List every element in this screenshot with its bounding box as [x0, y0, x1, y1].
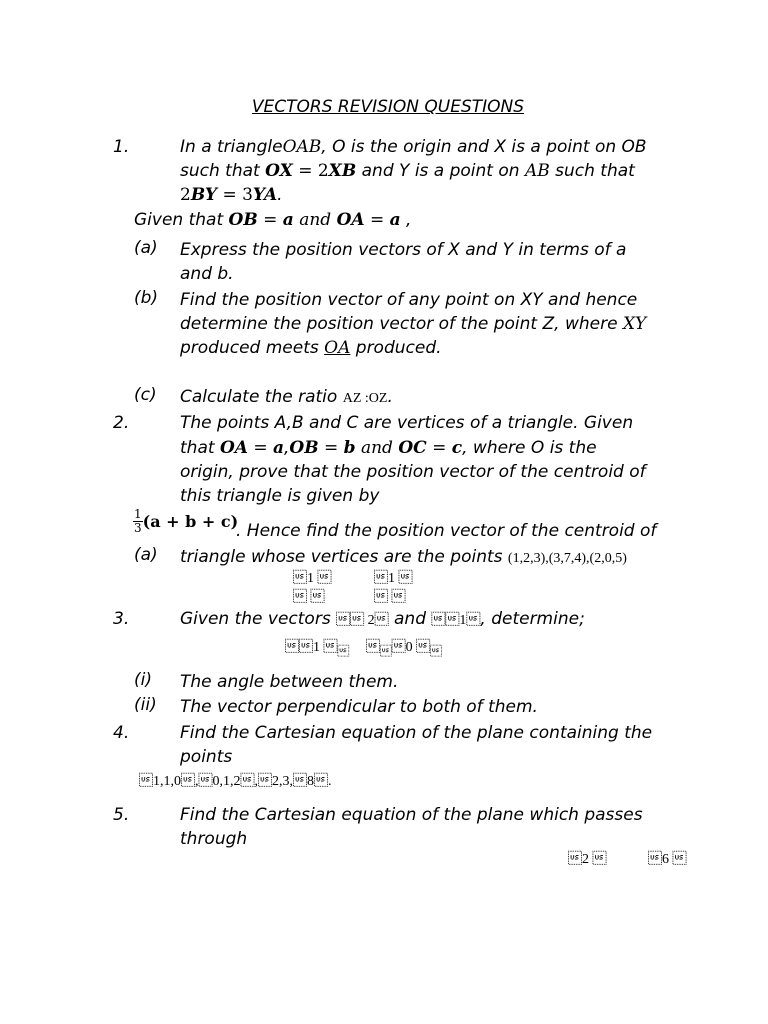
q3-number: 3.: [113, 609, 130, 629]
q4-number: 4.: [113, 723, 130, 743]
q1-line3: 2BY = 3YA.: [180, 185, 283, 205]
q3-matrix-left-row3: 1: [285, 640, 350, 658]
q1-part-b-line3: produced meets OA produced.: [180, 338, 442, 358]
q3-matrix-right-row3: 0: [366, 640, 442, 658]
q2-part-a-label: (a): [134, 545, 158, 565]
q2-fraction: $\frac{1}{3}$: [134, 507, 142, 535]
q2-number: 2.: [113, 413, 130, 433]
q5-line1: Find the Cartesian equation of the plane which passes: [180, 805, 643, 825]
q3-part-ii-text: The vector perpendicular to both of them.: [180, 697, 538, 717]
q1-part-b-line1: Find the position vector of any point on XY and hence: [180, 290, 638, 310]
q3-matrix-left-row2: [293, 590, 325, 605]
q2-line1: The points A,B and C are vertices of a triangle. Given: [180, 413, 634, 433]
q2-centroid-expression: $\frac{1}{3}$ (a + b + c): [134, 507, 239, 535]
q3-matrix-left-row1: 1: [293, 571, 332, 586]
q4-points: 1,1,0 , 0,1,2 , 2,3, 8 .: [139, 774, 332, 789]
document-title: VECTORS REVISION QUESTIONS: [251, 97, 525, 117]
q1-number: 1.: [113, 137, 130, 157]
q5-glyph-left: 2: [568, 852, 607, 867]
q5-line2: through: [180, 829, 248, 849]
q1-part-c-label: (c): [134, 385, 157, 405]
q5-glyph-right: 6: [648, 852, 687, 867]
q3-matrix-right-row1: 1: [374, 571, 413, 586]
q2-line2: that OA = a,OB = b and OC = c, where O is the: [180, 438, 597, 458]
q3-part-ii-label: (ii): [134, 695, 157, 715]
q2-line5: . Hence find the position vector of the centroid of: [236, 521, 657, 541]
q4-line1: Find the Cartesian equation of the plane containing the: [180, 723, 653, 743]
q3-part-i-text: The angle between them.: [180, 672, 399, 692]
q2-part-a-text: triangle whose vertices are the points (1,2,3),(3,7,4),(2,0,5): [180, 547, 627, 567]
q1-given: Given that OB = a and OA = a ,: [134, 210, 412, 230]
q2-line3: origin, prove that the position vector of the centroid of: [180, 462, 646, 482]
q1-part-b-label: (b): [134, 288, 159, 308]
q3-part-i-label: (i): [134, 670, 152, 690]
q1-line1: In a triangleOAB, O is the origin and X is a point on OB: [180, 137, 647, 157]
q3-text: Given the vectors 2 and 1 , determine;: [180, 609, 585, 629]
q1-part-c-text: Calculate the ratio AZ :OZ.: [180, 387, 393, 407]
q4-line2: points: [180, 747, 233, 767]
q1-part-b-line2: determine the position vector of the point Z, where XY: [180, 314, 647, 334]
q1-part-a-label: (a): [134, 238, 158, 258]
q2-line4: this triangle is given by: [180, 486, 380, 506]
q5-number: 5.: [113, 805, 130, 825]
q1-part-a-line2: and b.: [180, 264, 234, 284]
q1-line2: such that OX = 2XB and Y is a point on AB such that: [180, 161, 635, 181]
q1-part-a-line1: Express the position vectors of X and Y in terms of a: [180, 240, 627, 260]
q3-matrix-right-row2: [374, 590, 406, 605]
